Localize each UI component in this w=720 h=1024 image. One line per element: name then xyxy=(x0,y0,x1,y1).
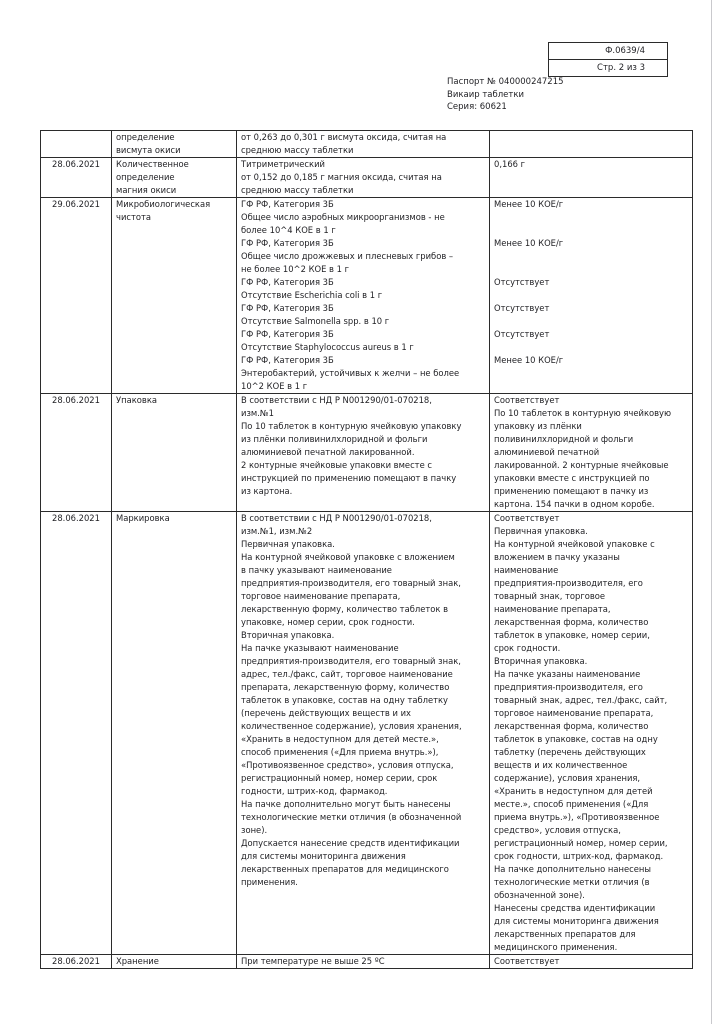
row-date: 28.06.2021 xyxy=(41,512,112,955)
table-row xyxy=(41,198,693,394)
row-indicator: Микробиологическая чистота xyxy=(112,198,237,394)
row-indicator: определение висмута окиси xyxy=(112,131,237,158)
series-number: Серия: 60621 xyxy=(447,102,507,112)
row-indicator: Количественное определение магния окиси xyxy=(112,158,237,198)
table-row xyxy=(41,394,693,512)
row-date: 28.06.2021 xyxy=(41,955,112,969)
table-row xyxy=(41,131,693,158)
row-indicator: Хранение xyxy=(112,955,237,969)
row-indicator: Упаковка xyxy=(112,394,237,512)
row-result: Соответствует xyxy=(490,955,693,969)
row-date: 29.06.2021 xyxy=(41,198,112,394)
table-row xyxy=(41,955,693,969)
form-number-box xyxy=(548,42,668,77)
test-results-table xyxy=(40,130,693,969)
row-requirement: Титриметрический от 0,152 до 0,185 г магния оксида, считая на среднюю массу таблетки xyxy=(237,158,490,198)
row-requirement: При температуре не выше 25 ºС xyxy=(237,955,490,969)
row-indicator: Маркировка xyxy=(112,512,237,955)
row-result: 0,166 г xyxy=(490,158,693,198)
table-row xyxy=(41,158,693,198)
row-requirement: от 0,263 до 0,301 г висмута оксида, считая на среднюю массу таблетки xyxy=(237,131,490,158)
row-date: 28.06.2021 xyxy=(41,394,112,512)
page-info: Стр. 2 из 3 xyxy=(597,63,645,73)
page-edge xyxy=(711,0,712,1024)
form-number: Ф.0639/4 xyxy=(549,43,667,60)
row-date: 28.06.2021 xyxy=(41,158,112,198)
row-result xyxy=(490,131,693,158)
row-requirement: ГФ РФ, Категория 3Б Общее число аэробных микроорганизмов - не более 10^4 КОЕ в 1 г ГФ РФ, Категория 3Б Общее число дрожжевых и плесневых грибов – не более 10^2 КОЕ в 1 г ГФ РФ, Категория 3Б Отсутствие Escherichia coli в 1 г ГФ РФ, Категория 3Б Отсутствие Salmonella spp. в 10 г ГФ РФ, Категория 3Б Отсутствие Staphylococcus aureus в 1 г ГФ РФ, Категория 3Б Энтеробактерий, устойчивых к желчи – не более 10^2 КОЕ в 1 г xyxy=(237,198,490,394)
row-date xyxy=(41,131,112,158)
row-result: Менее 10 КОЕ/г Менее 10 КОЕ/г Отсутствует Отсутствует Отсутствует Менее 10 КОЕ/г xyxy=(490,198,693,394)
row-requirement: В соответствии с НД Р N001290/01-070218, изм.№1, изм.№2 Первичная упаковка. На контурной ячейковой упаковке с вложением в пачку указывают наименование предприятия-производителя, его товарный знак, торговое наименование препарата, лекарственную форму, количество таблеток в упаковке, номер серии, срок годности. Вторичная упаковка. На пачке указывают наименование предприятия-производителя, его товарный знак, адрес, тел./факс, сайт, торговое наименование препарата, лекарственную форму, количество таблеток в упаковке, состав на одну таблетку (перечень действующих веществ и их количественное содержание), условия хранения, «Хранить в недоступном для детей месте.», способ применения («Для приема внутрь.»), «Противоязвенное средство», условия отпуска, регистрационный номер, номер серии, срок годности, штрих-код, фармакод. На пачке дополнительно могут быть нанесены технологические метки отличия (в обозначенной зоне). Допускается нанесение средств идентификации для системы мониторинга движения лекарственных препаратов для медицинского применения. xyxy=(237,512,490,955)
passport-number: Паспорт № 040000247215 xyxy=(447,77,564,87)
row-result: Соответствует Первичная упаковка. На контурной ячейковой упаковке с вложением в пачку указаны наименование предприятия-производителя, его товарный знак, торговое наименование препарата, лекарственная форма, количество таблеток в упаковке, номер серии, срок годности. Вторичная упаковка. На пачке указаны наименование предприятия-производителя, его товарный знак, адрес, тел./факс, сайт, торговое наименование препарата, лекарственная форма, количество таблеток в упаковке, состав на одну таблетку (перечень действующих веществ и их количественное содержание), условия хранения, «Хранить в недоступном для детей месте.», способ применения («Для приема внутрь.»), «Противоязвенное средство», условия отпуска, регистрационный номер, номер серии, срок годности, штрих-код, фармакод. На пачке дополнительно нанесены технологические метки отличия (в обозначенной зоне). Нанесены средства идентификации для системы мониторинга движения лекарственных препаратов для медицинского применения. xyxy=(490,512,693,955)
row-result: Соответствует По 10 таблеток в контурную ячейковую упаковку из плёнки поливинилхлоридной и фольги алюминиевой печатной лакированной. 2 контурные ячейковые упаковки вместе с инструкцией по применению помещают в пачку из картона. 154 пачки в одном коробе. xyxy=(490,394,693,512)
passport-block xyxy=(447,76,564,114)
table-row xyxy=(41,512,693,955)
product-name: Викаир таблетки xyxy=(447,89,524,100)
row-requirement: В соответствии с НД Р N001290/01-070218, изм.№1 По 10 таблеток в контурную ячейковую упаковку из плёнки поливинилхлоридной и фольги алюминиевой печатной лакированной. 2 контурные ячейковые упаковки вместе с инструкцией по применению помещают в пачку из картона. xyxy=(237,394,490,512)
